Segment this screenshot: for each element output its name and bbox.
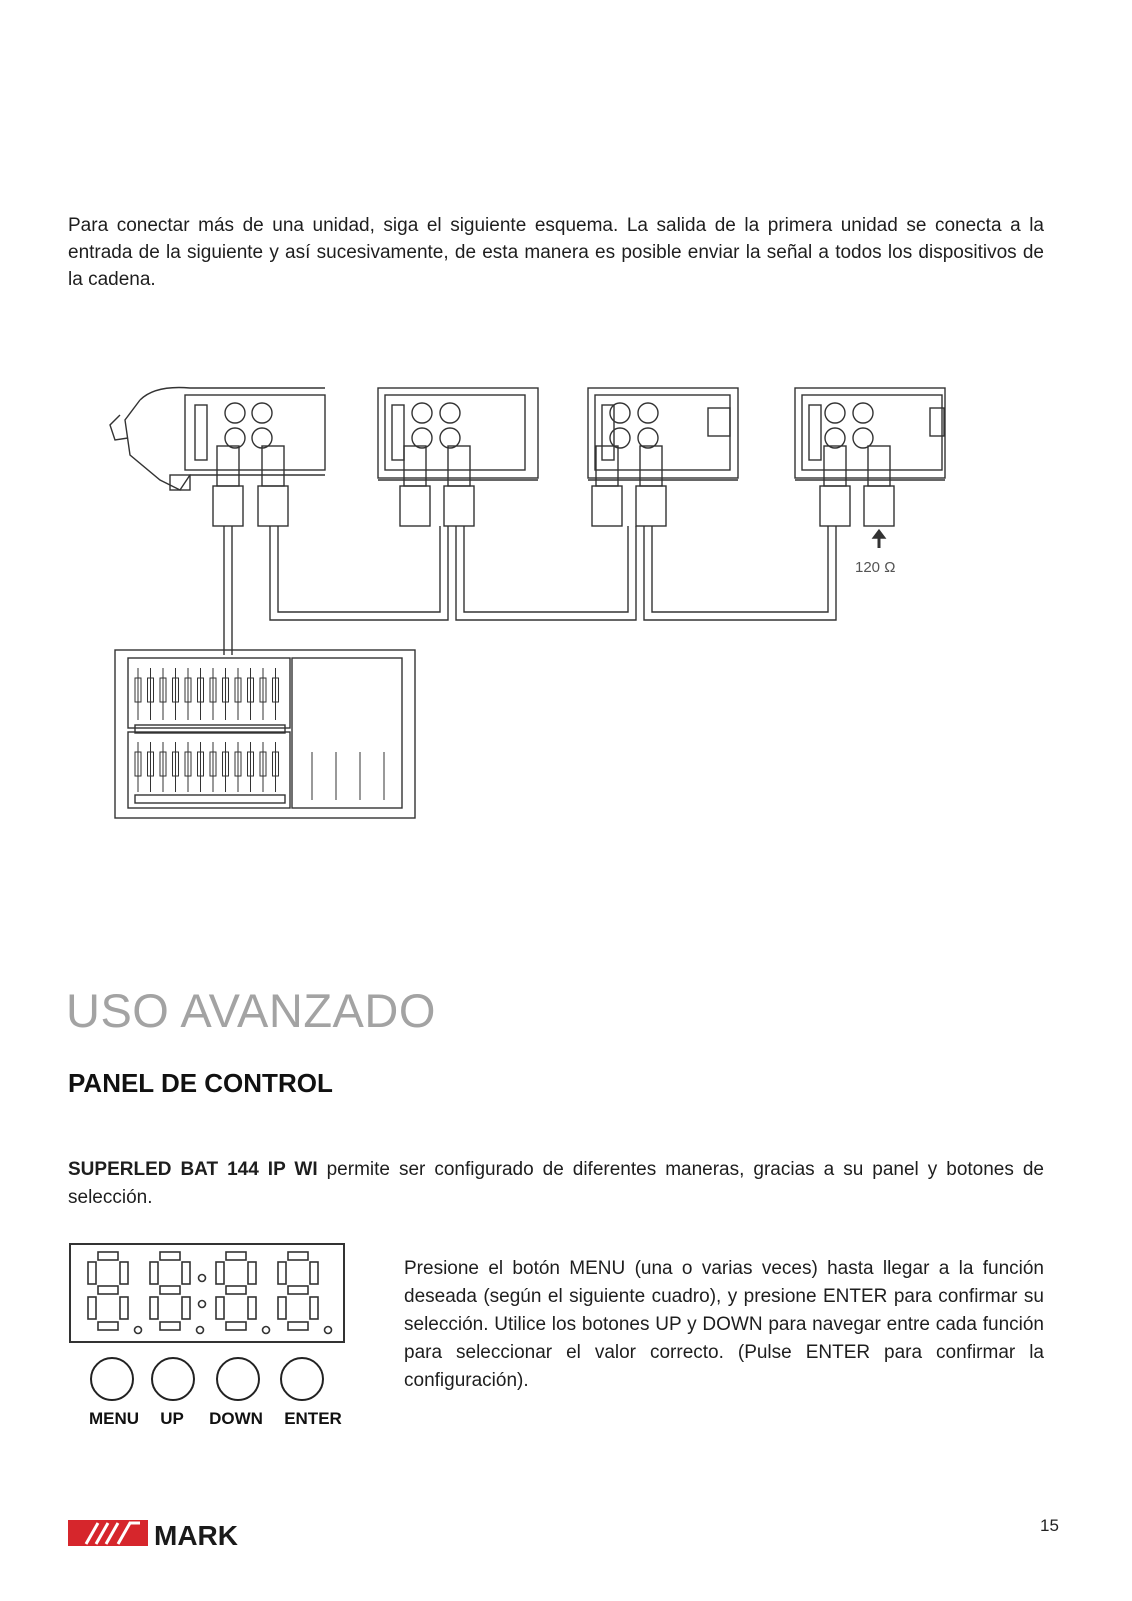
description-text: permite ser configurado de diferentes maneras, gracias a su panel y botones de selección. — [68, 1159, 1044, 1208]
segment — [160, 1322, 180, 1330]
enter-label: ENTER — [284, 1409, 342, 1428]
colon-dot — [199, 1301, 206, 1308]
segment — [98, 1252, 118, 1260]
segment — [278, 1297, 286, 1319]
fixture-3-illustration — [588, 388, 738, 480]
control-panel-illustration — [68, 1242, 364, 1432]
description-paragraph — [68, 1156, 1044, 1212]
segment — [310, 1297, 318, 1319]
xlr-plugs — [213, 446, 894, 526]
section-title: USO AVANZADO — [66, 984, 436, 1037]
segment — [226, 1322, 246, 1330]
up-label: UP — [160, 1409, 184, 1428]
subsection-title: PANEL DE CONTROL — [68, 1068, 333, 1098]
segment — [160, 1286, 180, 1294]
segment — [88, 1297, 96, 1319]
segment — [216, 1297, 224, 1319]
segment — [88, 1262, 96, 1284]
decimal-dot — [325, 1327, 332, 1334]
up-button[interactable] — [152, 1358, 194, 1400]
segment — [310, 1262, 318, 1284]
decimal-dot — [135, 1327, 142, 1334]
segment — [182, 1262, 190, 1284]
page-number: 15 — [1040, 1516, 1059, 1535]
segment — [278, 1262, 286, 1284]
segment — [98, 1322, 118, 1330]
segment — [226, 1252, 246, 1260]
display-frame — [70, 1244, 344, 1342]
seven-segment-display — [88, 1252, 332, 1334]
segment — [150, 1262, 158, 1284]
dmx-cables — [224, 526, 836, 655]
decimal-dot — [263, 1327, 270, 1334]
down-label: DOWN — [209, 1409, 263, 1428]
menu-button[interactable] — [91, 1358, 133, 1400]
colon-dot — [199, 1275, 206, 1282]
menu-label: MENU — [88, 1409, 140, 1428]
mark-logo — [68, 1518, 282, 1548]
segment — [226, 1286, 246, 1294]
instructions-paragraph: Presione el botón MENU (una o varias veces) hasta llegar a la función deseada (según el siguiente cuadro), y presione ENTER para confirmar su selección. Utilice los botones UP y DOWN para navegar entre cada función para seleccionar el valor correcto. (Pulse ENTER para confirmar la configuración). — [404, 1258, 1044, 1391]
intro-paragraph: Para conectar más de una unidad, siga el siguiente esquema. La salida de la primera unidad se conecta a la entrada de la siguiente y así sucesivamente, de esta manera es posible enviar la señal a todos los dispositivos de la cadena. — [68, 215, 1044, 290]
segment — [248, 1262, 256, 1284]
segment — [120, 1297, 128, 1319]
down-button[interactable] — [217, 1358, 259, 1400]
segment — [288, 1322, 308, 1330]
fixture-4-illustration — [795, 388, 945, 480]
enter-button[interactable] — [281, 1358, 323, 1400]
product-name: SUPERLED BAT 144 IP WI — [68, 1159, 318, 1180]
segment — [120, 1262, 128, 1284]
segment — [150, 1297, 158, 1319]
segment — [160, 1252, 180, 1260]
decimal-dot — [197, 1327, 204, 1334]
segment — [288, 1252, 308, 1260]
segment — [216, 1262, 224, 1284]
segment — [288, 1286, 308, 1294]
dmx-controller-illustration — [115, 650, 415, 818]
segment — [98, 1286, 118, 1294]
segment — [182, 1297, 190, 1319]
segment — [248, 1297, 256, 1319]
fixture-2-illustration — [378, 388, 538, 480]
resistor-label: 120 Ω — [855, 559, 896, 576]
dmx-connection-diagram — [100, 380, 980, 850]
logo-text: MARK — [154, 1520, 238, 1548]
